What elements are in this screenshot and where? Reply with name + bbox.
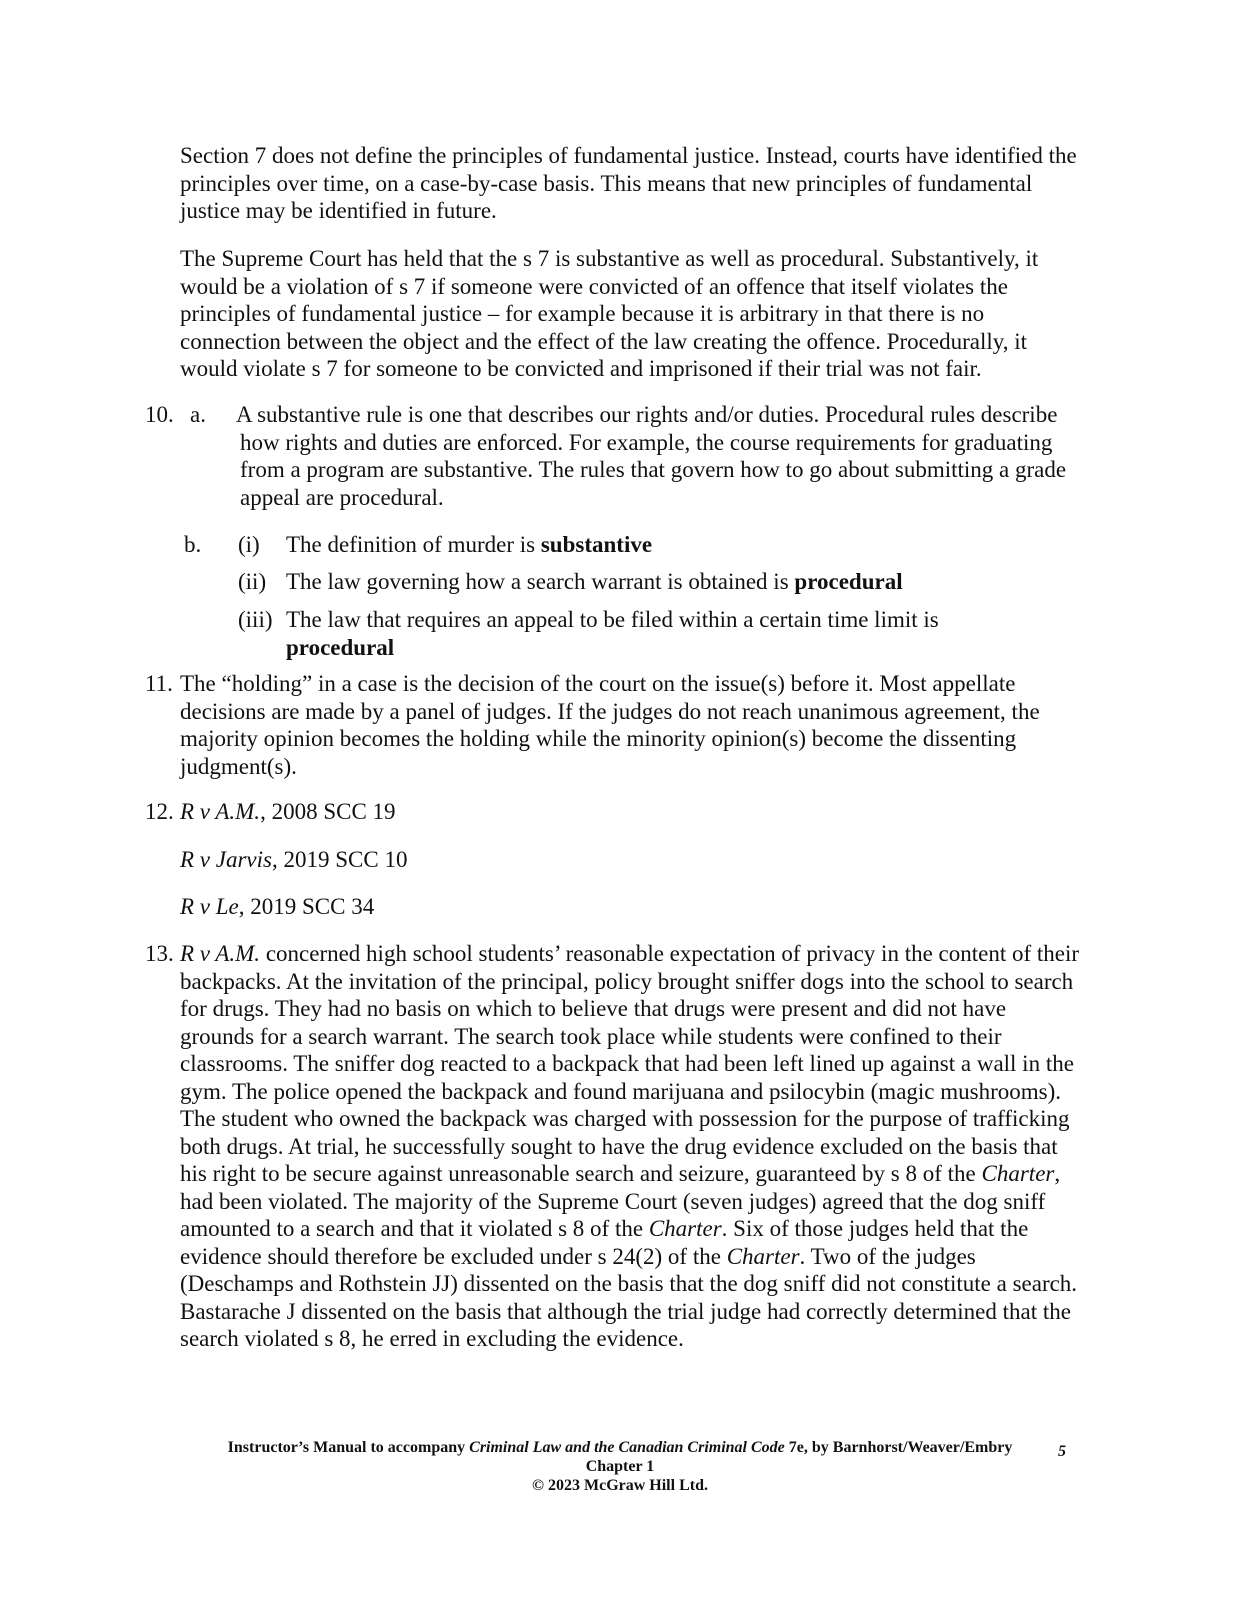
footer-manual-line: Instructor’s Manual to accompany Criminal Law and the Canadian Criminal Code 7e, by Barnhorst/Weaver/Embry: [227, 1439, 1013, 1456]
footer-chapter: Chapter 1: [585, 1458, 655, 1475]
item-10a-text: A substantive rule is one that describes our rights and/or duties. Procedural rules describe how rights and duties are enforced. For example, the course requirements for graduating from a program are substantive. The rules that govern how to go about submitting a grade appeal are procedural.: [236, 402, 1067, 510]
case-citation: R v Jarvis, 2019 SCC 10: [180, 847, 408, 872]
item-11-text: The “holding” in a case is the decision of the court on the issue(s) before it. Most appellate decisions are made by a panel of judges. If the judges do not reach unanimous agreement, the majority opinion becomes the holding while the minority opinion(s) become the dissenting judgment(s).: [180, 671, 1040, 779]
item-13-number: 13.: [145, 941, 174, 966]
page-footer: [150, 1438, 1090, 1495]
case-citation: R v A.M., 2008 SCC 19: [180, 799, 396, 824]
item-10b-i-text: The definition of murder is substantive: [286, 532, 653, 557]
page-number: 5: [1058, 1443, 1066, 1460]
paragraph-s7-definition: Section 7 does not define the principles of fundamental justice. Instead, courts have identified the principles over time, on a case-by-case basis. This means that new principles of fundamental justice may be identified in future.: [180, 143, 1077, 223]
item-10b-ii-text: The law governing how a search warrant is obtained is procedural: [286, 569, 903, 594]
item-11-number: 11.: [145, 671, 173, 696]
item-10-number: 10.: [145, 402, 174, 427]
item-13-text: R v A.M. concerned high school students’ reasonable expectation of privacy in the content of their backpacks. At the invitation of the principal, policy brought sniffer dogs into the school to search for drugs. They had no basis on which to believe that drugs were present and did not have grounds for a search warrant. The search took place while students were confined to their classrooms. The sniffer dog reacted to a backpack that had been left lined up against a wall in the gym. The police opened the backpack and found marijuana and psilocybin (magic mushrooms). The student who owned the backpack was charged with possession for the purpose of trafficking both drugs. At trial, he successfully sought to have the drug evidence excluded on the basis that his right to be secure against unreasonable search and seizure, guaranteed by s 8 of the Charter, had been violated. The majority of the Supreme Court (seven judges) agreed that the dog sniff amounted to a search and that it violated s 8 of the Charter. Six of those judges held that the evidence should therefore be excluded under s 24(2) of the Charter. Two of the judges (Deschamps and Rothstein JJ) dissented on the basis that the dog sniff did not constitute a search. Bastarache J dissented on the basis that although the trial judge had correctly determined that the search violated s 8, he erred in excluding the evidence.: [180, 941, 1080, 1351]
item-10b-iii-label: (iii): [238, 607, 273, 632]
paragraph-s7-substantive: The Supreme Court has held that the s 7 is substantive as well as procedural. Substantively, it would be a violation of s 7 if someone were convicted of an offence that itself violates the principles of fundamental justice – for example because it is arbitrary in that there is no connection between the object and the effect of the law creating the offence. Procedurally, it would violate s 7 for someone to be convicted and imprisoned if their trial was not fair.: [180, 246, 1039, 381]
item-10b-ii-label: (ii): [238, 569, 267, 594]
item-10b-i-label: (i): [238, 532, 260, 557]
item-12-number: 12.: [145, 799, 174, 824]
item-10a-label: a.: [190, 402, 206, 427]
item-10b-iii-text: The law that requires an appeal to be filed within a certain time limit is procedural: [286, 607, 939, 660]
case-citation: R v Le, 2019 SCC 34: [180, 894, 375, 919]
item-10b-label: b.: [184, 532, 202, 557]
footer-copyright: © 2023 McGraw Hill Ltd.: [532, 1477, 708, 1494]
